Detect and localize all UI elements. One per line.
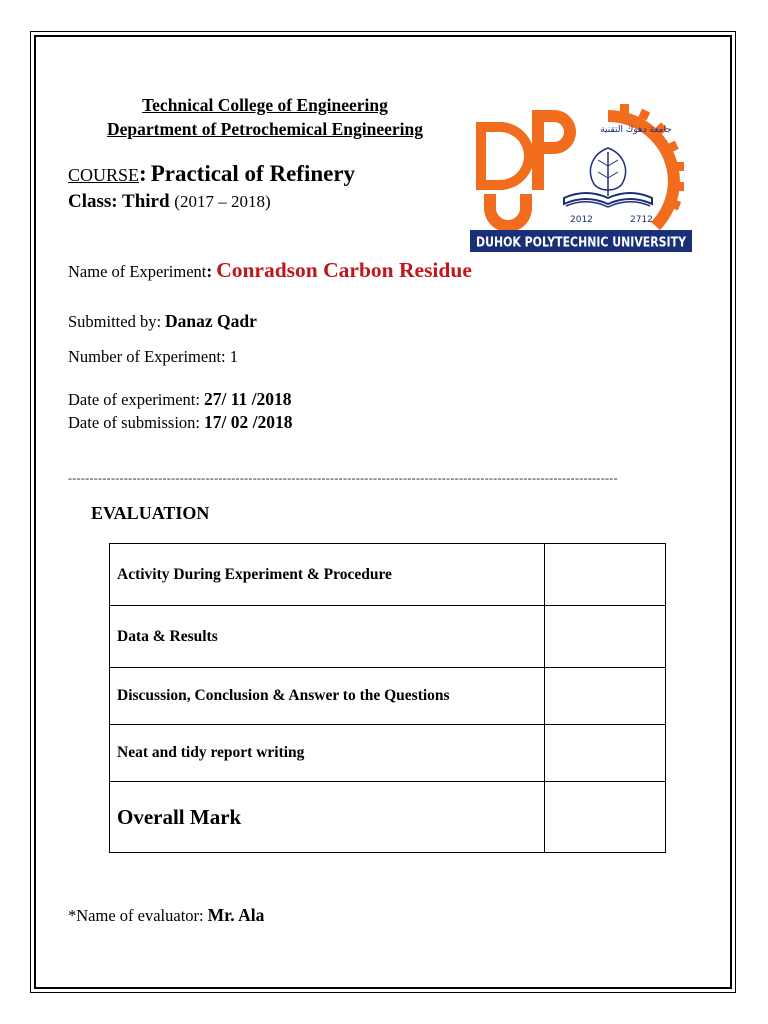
course-label: COURSE: [68, 165, 140, 185]
class-line: [68, 191, 271, 213]
table-row: [110, 668, 666, 725]
criterion-cell: Discussion, Conclusion & Answer to the Questions: [110, 668, 545, 725]
book-leaf-icon: [564, 148, 652, 207]
college-heading: Technical College of Engineering: [142, 95, 388, 115]
experiment-name-value: Conradson Carbon Residue: [216, 258, 472, 282]
dpu-letters-icon: [476, 110, 576, 232]
date-submission-value: 17/ 02 /2018: [204, 412, 293, 432]
experiment-number: Number of Experiment: 1: [68, 347, 238, 366]
arabic-text: جامعة دهوك التقنية: [600, 125, 672, 135]
evaluator-label: *Name of evaluator:: [68, 906, 204, 925]
mark-cell: [545, 606, 666, 668]
experiment-name-separator: :: [206, 261, 213, 281]
gear-icon: [608, 104, 684, 230]
criterion-cell: Neat and tidy report writing: [110, 725, 545, 782]
department-heading: Department of Petrochemical Engineering: [106, 119, 424, 139]
course-line: [68, 161, 355, 187]
overall-mark-label: Overall Mark: [110, 782, 545, 853]
date-experiment-line: [68, 389, 291, 410]
mark-cell: [545, 725, 666, 782]
table-row: [110, 782, 666, 853]
date-experiment-value: 27/ 11 /2018: [203, 389, 292, 409]
table-row: [110, 606, 666, 668]
table-row: [110, 544, 666, 606]
criterion-cell: Activity During Experiment & Procedure: [110, 544, 545, 606]
experiment-name-label: Name of Experiment: [68, 262, 207, 281]
class-label: Class: Third: [68, 191, 170, 212]
table-row: [110, 725, 666, 782]
dashed-divider: --------------------------------------------------------------------------------------------------------------------------------: [68, 471, 618, 485]
evaluator-line: [68, 905, 264, 926]
submitted-value: Danaz Qadr: [165, 311, 257, 331]
mark-cell: [545, 668, 666, 725]
mark-cell: [545, 544, 666, 606]
university-name: DUHOK POLYTECHNIC UNIVERSITY: [476, 235, 687, 251]
logo-year-right: 2712: [630, 215, 653, 225]
logo-year-left: 2012: [570, 215, 593, 225]
criterion-cell: Data & Results: [110, 606, 545, 668]
class-years: (2017 – 2018): [174, 192, 271, 211]
date-submission-line: [68, 412, 292, 433]
evaluator-name: Mr. Ala: [207, 905, 265, 925]
evaluation-table: [109, 543, 666, 853]
date-experiment-label: Date of experiment:: [68, 390, 200, 409]
evaluation-title: EVALUATION: [91, 503, 210, 523]
experiment-name-line: [68, 258, 472, 283]
overall-mark-cell: [545, 782, 666, 853]
submitted-line: [68, 311, 257, 332]
date-submission-label: Date of submission:: [68, 413, 200, 432]
course-name: Practical of Refinery: [150, 161, 356, 186]
submitted-label: Submitted by:: [68, 312, 162, 331]
university-logo: [470, 98, 692, 254]
course-separator: :: [139, 161, 147, 186]
